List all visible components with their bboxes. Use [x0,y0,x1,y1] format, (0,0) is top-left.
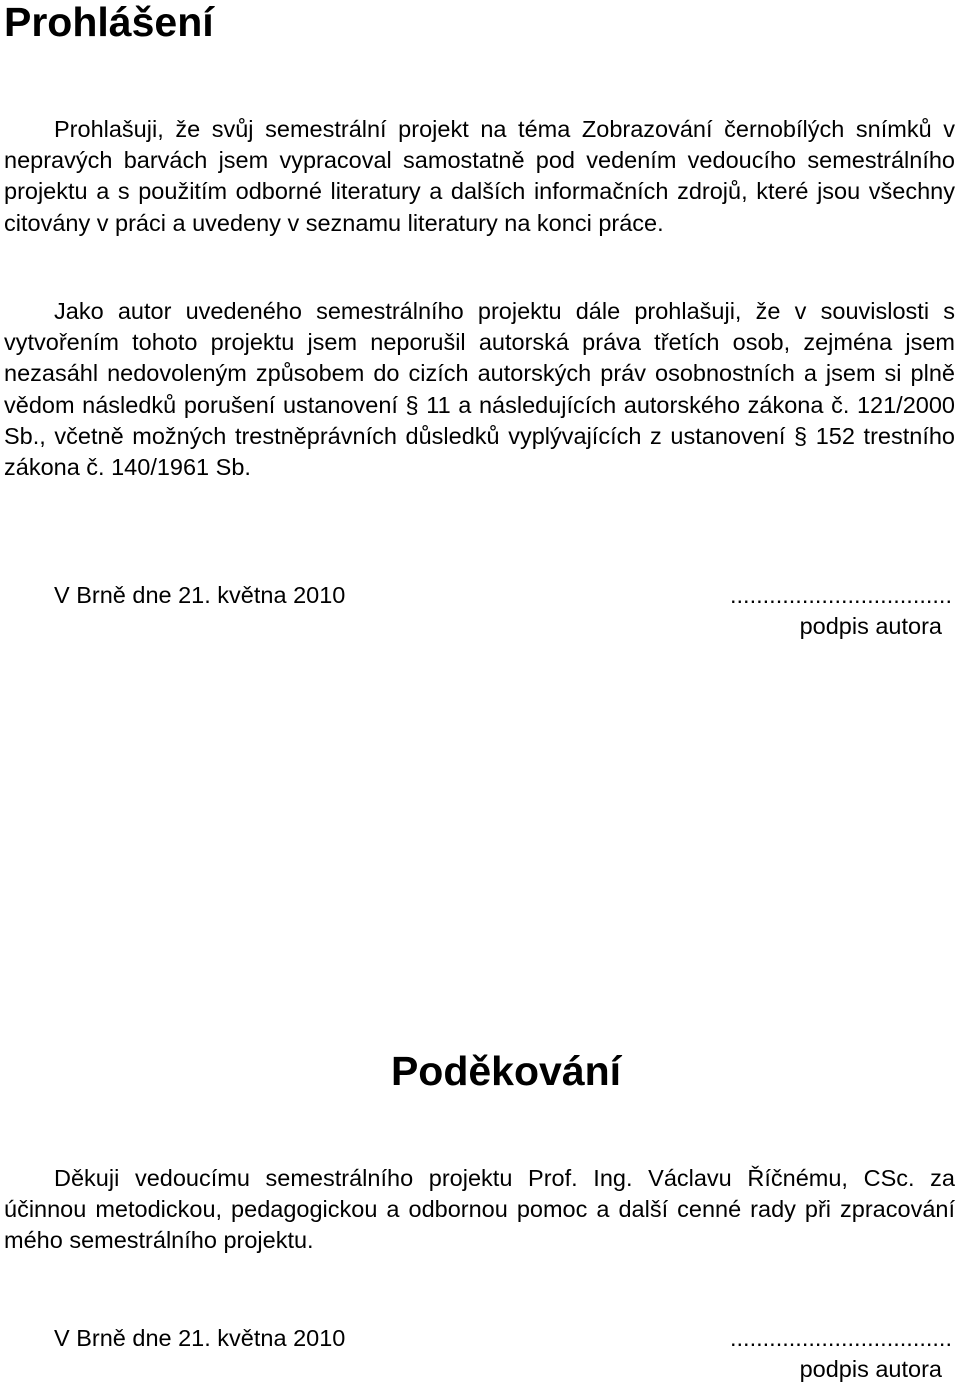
acknowledgement-signature-label: podpis autora [799,1356,942,1382]
declaration-place-date: V Brně dne 21. května 2010 [54,582,346,608]
acknowledgement-paragraph: Děkuji vedoucímu semestrálního projektu Prof. Ing. Václavu Říčnému, CSc. za účinnou metodickou, pedagogickou a odbornou pomoc a další cenné rady při zpracování mého semestrálního projektu. [4,1165,955,1254]
declaration-paragraph-1: Prohlašuji, že svůj semestrální projekt na téma Zobrazování černobílých snímků v nepravých barvách jsem vypracoval samostatně pod vedením vedoucího semestrálního projektu a s použitím odborné literatury a dalších informačních zdrojů, které jsou všechny citovány v práci a uvedeny v seznamu literatury na konci práce. [4,116,955,236]
declaration-signature-line: .................................. [730,582,952,608]
declaration-title: Prohlášení [4,0,214,45]
acknowledgement-signature-line: .................................. [730,1325,952,1351]
declaration-signature-label: podpis autora [799,613,942,639]
acknowledgement-title: Poděkování [390,1048,622,1094]
acknowledgement-place-date: V Brně dne 21. května 2010 [54,1325,346,1351]
declaration-paragraph-2: Jako autor uvedeného semestrálního projektu dále prohlašuji, že v souvislosti s vytvořením tohoto projektu jsem neporušil autorská práva třetích osob, zejména jsem nezasáhl nedovoleným způsobem do cizích autorských práv osobnostních a jsem si plně vědom následků porušení ustanovení § 11 a následujících autorského zákona č. 121/2000 Sb., včetně možných trestněprávních důsledků vyplývajících z ustanovení § 152 trestního zákona č. 140/1961 Sb. [4,298,955,481]
